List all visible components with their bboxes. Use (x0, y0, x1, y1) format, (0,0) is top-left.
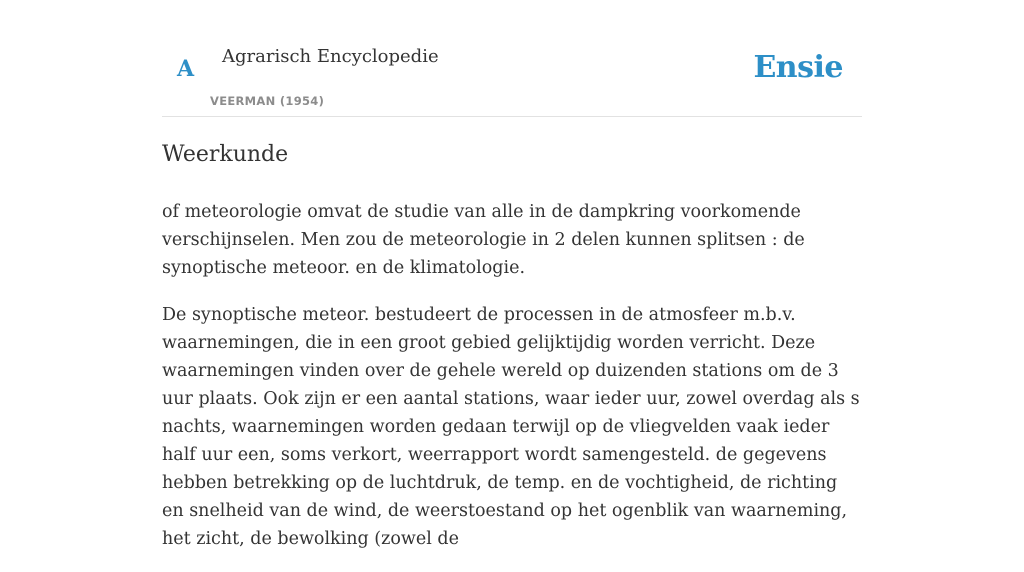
brand-logo[interactable]: Ensie (753, 50, 843, 85)
article (162, 138, 862, 572)
article-paragraph-2: De synoptische meteor. bestudeert de processen in de atmosfeer m.b.v. waarnemingen, die in een groot gebied gelijktijdig worden verricht. Deze waarnemingen vinden over de gehele wereld op duizenden stations om de 3 uur plaats. Ook zijn er een aantal stations, waar ieder uur, zowel overdag als s nachts, waarnemingen worden gedaan terwijl op de vliegvelden vaak ieder half uur een, soms verkort, weerrapport wordt samengesteld. de gegevens hebben betrekking op de luchtdruk, de temp. en de vochtigheid, de richting en snelheid van de wind, de weerstoestand op het ogenblik van waarneming, het zicht, de bewolking (zowel de (162, 305, 860, 549)
book-author: VEERMAN (1954) (210, 94, 325, 108)
book-title[interactable]: Agrarisch Encyclopedie (222, 46, 439, 67)
letter-index-link[interactable]: A (177, 56, 195, 82)
article-title: Weerkunde (162, 142, 289, 167)
header (162, 0, 862, 117)
article-paragraph-1: of meteorologie omvat de studie van alle in de dampkring voorkomende verschijnselen. Men zou de meteorologie in 2 delen kunnen splitsen : de synoptische meteoor. en de klimatologie. (162, 202, 805, 278)
